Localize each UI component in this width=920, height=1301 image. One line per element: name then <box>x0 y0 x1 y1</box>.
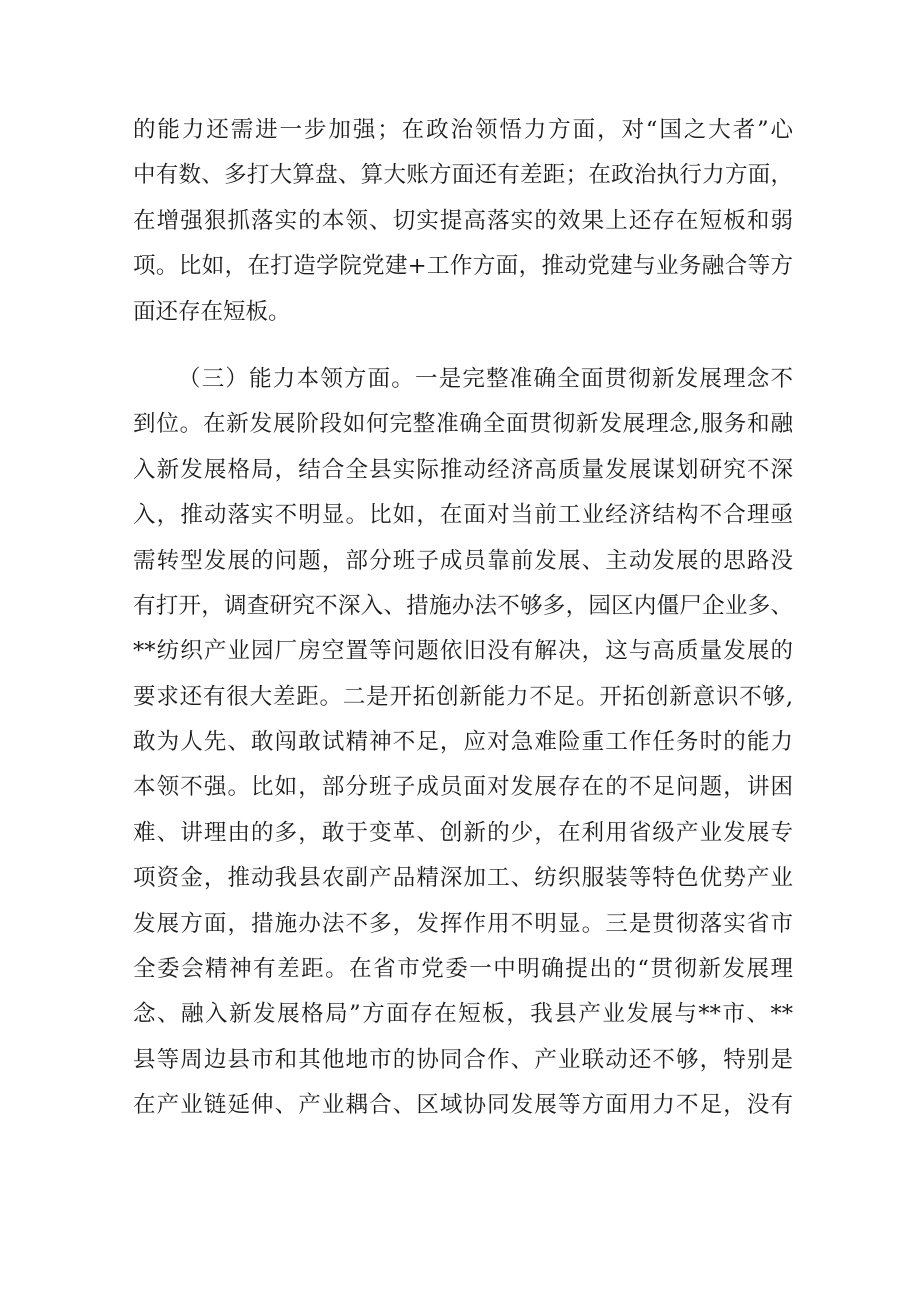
text-line: 中有数、多打大算盘、算大账方面还有差距；在政治执行力方面， <box>133 162 793 189</box>
text-line: 项。比如，在打造学院党建+工作方面，推动党建与业务融合等方 <box>133 253 793 280</box>
text-line: 难、讲理由的多，敢于变革、创新的少，在利用省级产业发展专 <box>133 819 793 846</box>
text-line: 有打开，调查研究不深入、措施办法不够多，园区内僵尸企业多、 <box>133 592 793 619</box>
text-line: （三）能力本领方面。一是完整准确全面贯彻新发展理念不 <box>178 365 793 392</box>
text-line: 面还存在短板。 <box>133 298 291 325</box>
paragraph-gap <box>133 335 793 357</box>
text-line: 县等周边县市和其他地市的协同合作、产业联动还不够，特别是 <box>133 1046 793 1073</box>
text-line: 入，推动落实不明显。比如，在面对当前工业经济结构不合理亟 <box>133 502 793 529</box>
text-line: 本领不强。比如，部分班子成员面对发展存在的不足问题，讲困 <box>133 774 793 801</box>
text-line: 在增强狠抓落实的本领、切实提高落实的效果上还存在短板和弱 <box>133 207 793 234</box>
text-line: 入新发展格局，结合全县实际推动经济高质量发展谋划研究不深 <box>133 456 793 483</box>
text-line: 的能力还需进一步加强；在政治领悟力方面，对“国之大者”心 <box>133 117 793 143</box>
text-line: 发展方面，措施办法不多，发挥作用不明显。三是贯彻落实省市 <box>133 910 793 937</box>
text-line: 项资金，推动我县农副产品精深加工、纺织服装等特色优势产业 <box>133 865 793 892</box>
text-line: 到位。在新发展阶段如何完整准确全面贯彻新发展理念,服务和融 <box>133 411 793 438</box>
document-body <box>133 108 793 1129</box>
paragraph-1 <box>133 108 793 335</box>
text-line: 在产业链延伸、产业耦合、区域协同发展等方面用力不足，没有 <box>133 1092 793 1119</box>
paragraph-2 <box>133 357 793 1129</box>
text-line: 念、融入新发展格局”方面存在短板，我县产业发展与**市、** <box>133 1001 793 1028</box>
text-line: 敢为人先、敢闯敢试精神不足，应对急难险重工作任务时的能力 <box>133 729 793 756</box>
text-line: 需转型发展的问题，部分班子成员靠前发展、主动发展的思路没 <box>133 547 793 574</box>
text-line: 全委会精神有差距。在省市党委一中明确提出的“贯彻新发展理 <box>133 956 793 983</box>
text-line: **纺织产业园厂房空置等问题依旧没有解决，这与高质量发展的 <box>133 638 793 665</box>
text-line: 要求还有很大差距。二是开拓创新能力不足。开拓创新意识不够, <box>133 683 793 710</box>
